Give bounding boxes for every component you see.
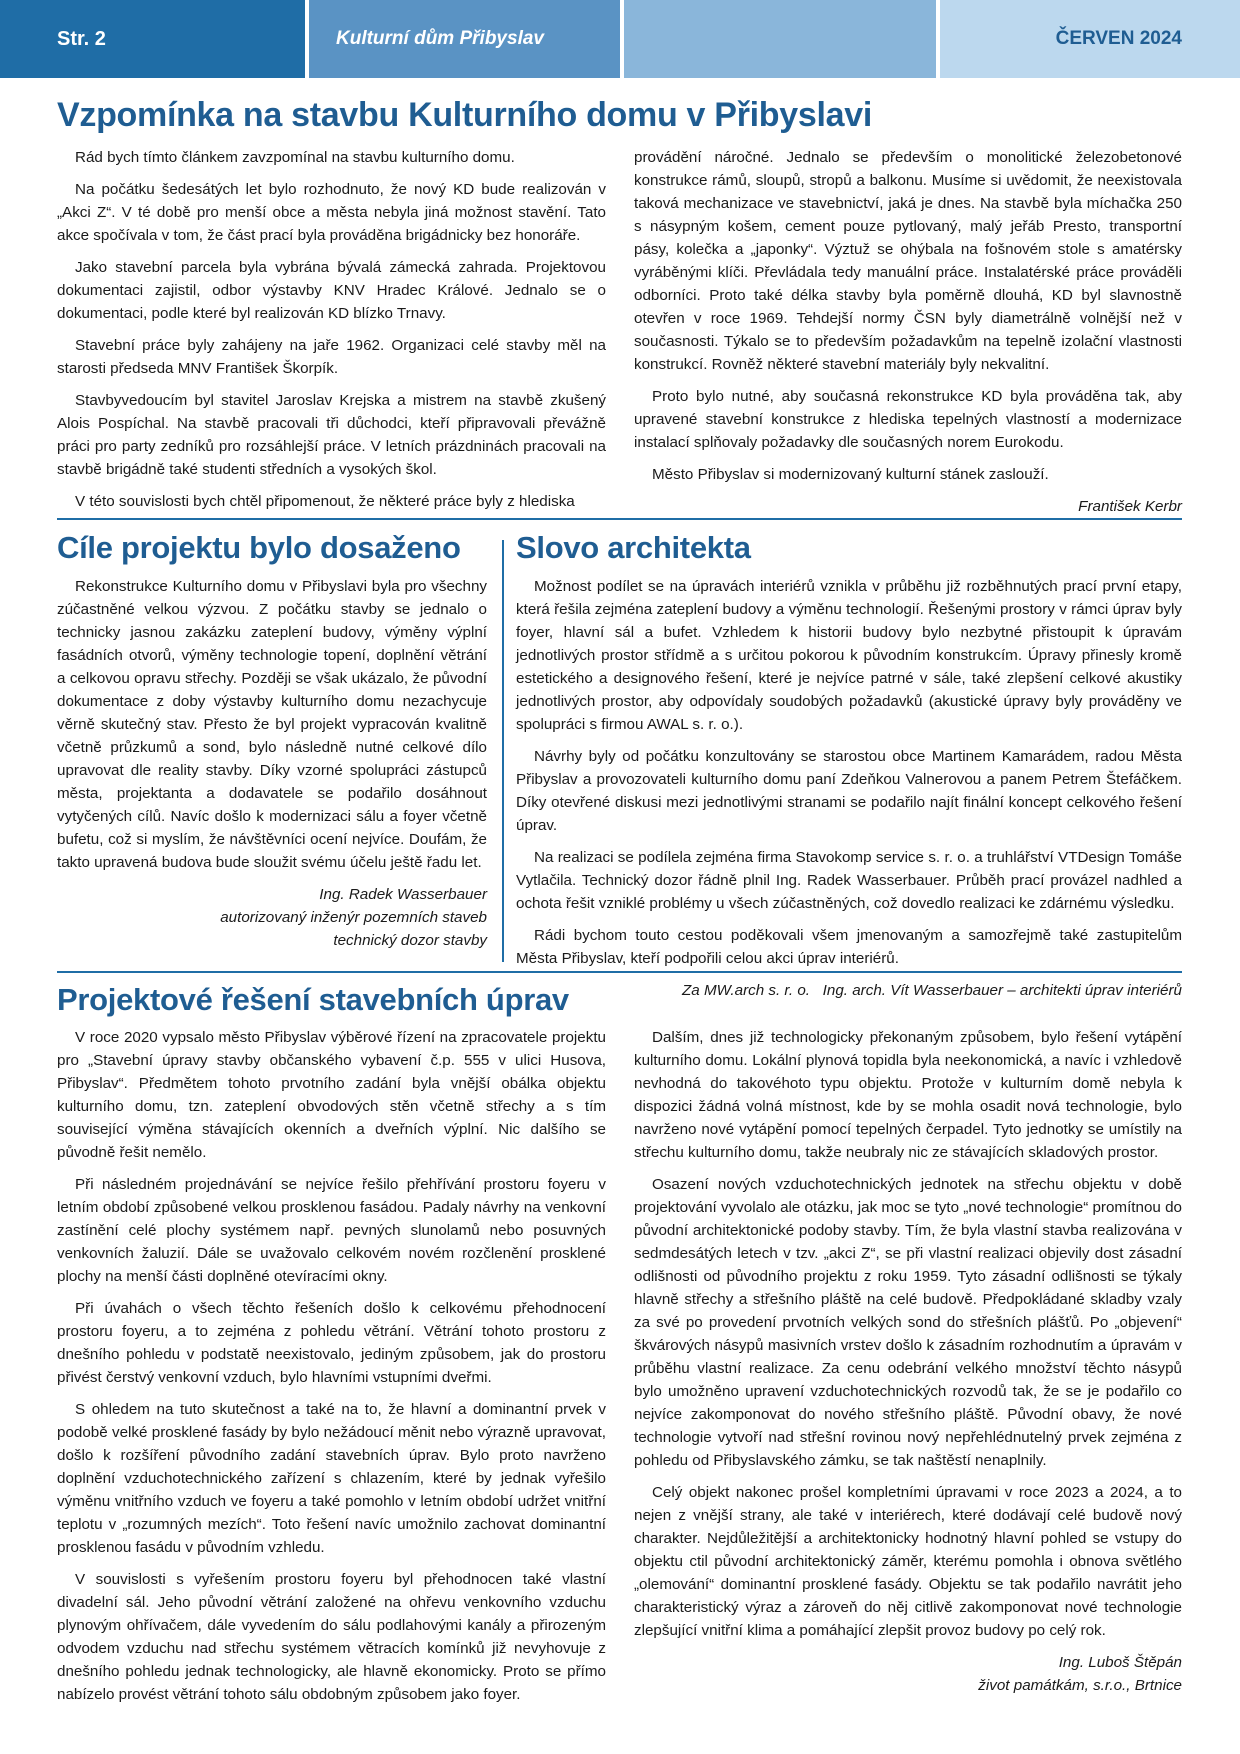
signature-line: Ing. Radek Wasserbauer xyxy=(319,886,487,903)
paragraph: Stavební práce byly zahájeny na jaře 1962. Organizaci celé stavby měl na starosti předseda MNV František Škorpík. xyxy=(57,337,606,377)
paragraph: Při úvahách o všech těchto řešeních došlo k celkovému přehodnocení prostoru foyeru, a to zejména z pohledu větrání. Větrání tohoto prostoru z dnešního pohledu v podstatě neexistovalo, jediným způsobem, jak do prostoru přivést čerstvý venkovní vzduch, bylo hlavními vstupními dveřmi. xyxy=(57,1300,606,1386)
article-title-vzpominka: Vzpomínka na stavbu Kulturního domu v Přibyslavi xyxy=(57,96,872,134)
signature-line: Za MW.arch s. r. o. Ing. arch. Vít Wasserbauer – architekti úprav interiérů xyxy=(682,982,1182,999)
vertical-divider xyxy=(502,540,504,962)
horizontal-divider xyxy=(57,971,1182,973)
article4-column-left xyxy=(57,1026,606,1715)
article-title-projektove-reseni: Projektové řešení stavebních úprav xyxy=(57,982,569,1017)
paragraph: Rádi bychom touto cestou poděkovali všem jmenovaným a samozřejmě také zastupitelům Města Přibyslav, kteří podpořili celou akci úprav interiérů. xyxy=(516,927,1182,967)
paragraph: Celý objekt nakonec prošel kompletními úpravami v roce 2023 a 2024, a to nejen z vnější strany, ale také v interiérech, které dodávají celé budově nový charakter. Nejdůležitější a architektonicky hodnotný hlavní pohled se vstupy do objektu ctil původní architektonický záměr, kterému pomohla i obnova světlého „olemování“ dominantní prosklené fasády. Objektu se tak podařilo navrátit jeho charakteristický výraz a zároveň do něj citlivě zakomponovat nové technologie zlepšující vnitřní klima a pomáhající zlepšit provoz budovy po celý rok. xyxy=(634,1484,1182,1639)
paragraph: V souvislosti s vyřešením prostoru foyeru byl přehodnocen také vlastní divadelní sál. Jeho původní větrání založené na ohřevu venkovního vzduchu plynovým ohřívačem, dále vyvedením do sálu podlahovými kanály a přirozeným odvodem vzduchu nad střechu systémem větracích komínků již nevyhovuje z dnešního pohledu jednak technologicky, ale hlavně ekonomicky. Proto se přímo nabízelo provést větrání tohoto sálu obdobným způsobem jako foyer. xyxy=(57,1571,606,1703)
article-title-slovo-architekta: Slovo architekta xyxy=(516,530,751,565)
paragraph: Proto bylo nutné, aby současná rekonstrukce KD byla prováděna tak, aby upravené stavební konstrukce z hlediska tepelných vlastností a modernizace instalací splňovaly požadavky dle současných norem Eurokodu. xyxy=(634,388,1182,451)
paragraph: Jako stavební parcela byla vybrána bývalá zámecká zahrada. Projektovou dokumentaci zajistil, odbor výstavby KNV Hradec Králové. Jednalo se o dokumentaci, podle které byl realizován KD blízko Trnavy. xyxy=(57,259,606,322)
article2-body xyxy=(57,575,487,952)
paragraph: Možnost podílet se na úpravách interiérů vznikla v průběhu již rozběhnutých prací první etapy, která řešila zejména zateplení budovy a výměnu technologií. Řešenými prostory v rámci úprav byly foyer, hlavní sál a bufet. Vzhledem k historii budovy bylo nezbytné přistoupit k úpravám jednotlivých prostor střídmě a s určitou pokorou k původním konstrukcím. Úpravy přinesly kromě estetického a designového řešení, které je nejvíce patrné v sále, také zlepšení celkové akustiky jednotlivých prostor, aby odpovídaly soudobých požadavků (akustické úpravy byly prováděny ve spolupráci s firmou AWAL s. r. o.). xyxy=(516,578,1182,733)
paragraph-continued: provádění náročné. Jednalo se především o monolitické železobetonové konstrukce rámů, sloupů, stropů a balkonu. Musíme si uvědomit, že neexistovala taková mechanizace ve stavebnictví, jaká je dnes. Na stavbě byla míchačka 250 s násypným košem, cement pouze pytlovaný, malý jeřáb Presto, transportní pásy, kolečka a „japonky“. Výztuž se ohýbala na fošnovém stole s amatérsky vyráběnými klíči. Převládala tedy manuální práce. Instalatérské práce prováděli odborníci. Proto také délka stavby byla poměrně dlouhá, KD byl slavnostně otevřen v roce 1969. Tehdejší normy ČSN byly diametrálně volnější než v současnosti. Týkalo se to především požadavkům na tepelně izolační vlastnosti konstrukcí. Rovněž některé stavební materiály byly nekvalitní. xyxy=(634,149,1182,373)
article3-body xyxy=(516,575,1182,1002)
paragraph: V roce 2020 vypsalo město Přibyslav výběrové řízení na zpracovatele projektu pro „Stavební úpravy stavby občanského vybavení č.p. 555 v ulici Husova, Přibyslav“. Předmětem tohoto prvotního zadání byla vnější obálka objektu kulturního domu, tzn. zateplení obvodových stěn včetně střechy a s tím související výměna stávajících okenních a dveřních výplní. Nic dalšího se původně řešit nemělo. xyxy=(57,1029,606,1161)
author-signature: František Kerbr xyxy=(1078,498,1182,515)
paragraph: Rekonstrukce Kulturního domu v Přibyslavi byla pro všechny zúčastněné velkou výzvou. Z počátku stavby se jednalo o technicky jasnou zakázku zateplení budovy, výměny výplní fasádních otvorů, výměny technologie topení, doplnění větrání a celkovou opravu střechy. Později se však ukázalo, že původní dokumentace z doby výstavby kulturního domu nezachycuje věrně skutečný stav. Přesto že byl projekt vypracován kvalitně včetně průzkumů a sond, bylo následně nutné celkové dílo upravovat dle reality stavby. Díky vzorné spolupráci zástupců města, projektanta a dodavatele se podařilo dosáhnout vytyčených cílů. Navíc došlo k modernizaci sálu a foyer včetně bufetu, což si myslím, že návštěvníci ocení nejvíce. Doufám, že takto upravená budova bude sloužit svému účelu ještě řadu let. xyxy=(57,578,487,871)
paragraph: V této souvislosti bych chtěl připomenout, že některé práce byly z hlediska xyxy=(75,493,575,510)
paragraph: Návrhy byly od počátku konzultovány se starostou obce Martinem Kamarádem, radou Města Přibyslav a provozovateli kulturního domu paní Zdeňkou Valnerovou a panem Petrem Štefáčkem. Díky otevřené diskusi mezi jednotlivými stranami se podařilo najít finální koncept celkového řešení úprav. xyxy=(516,748,1182,834)
article-title-cile-projektu: Cíle projektu bylo dosaženo xyxy=(57,530,461,565)
paragraph: Osazení nových vzduchotechnických jednotek na střechu objektu v době projektování vyvolalo ale otázku, jak moc se tyto „nové technologie“ promítnou do původní architektonické podoby stavby. Tím, že byla vlastní stavba realizována v sedmdesátých letech v tzv. „akci Z“, se při vlastní realizaci objevily dost zásadní odlišnosti od původního projektu z roku 1959. Tyto zásadní odlišnosti se týkaly hlavně střechy a střešního pláště na celé budově. Předpokládané skladby vzaly za své po provedení prvotních velkých sond do střešních plášťů. Po „objevení“ škvárových násypů masivních vrstev došlo k zásadním rozhodnutím a úpravám v průběhu vlastní realizace. Za cenu odebrání velkého množství těchto násypů bylo umožněno upravení vzduchotechnických rozvodů tak, že se je podařilo co nejvíce zakomponovat do nového střešního pláště. Původní obavy, že nové technologie vytvoří nad střešní rovinou nový nepřehlédnutelný prvek zejména z pohledu od Přibyslavského zámku, se tak naštěstí nenaplnily. xyxy=(634,1176,1182,1469)
signature-line: Ing. Luboš Štěpán xyxy=(1058,1654,1182,1671)
signature-line: autorizovaný inženýr pozemních staveb xyxy=(220,909,487,926)
page-number: Str. 2 xyxy=(0,0,305,78)
paragraph: Na realizaci se podílela zejména firma Stavokomp service s. r. o. a truhlářství VTDesign Tomáše Vytlačila. Technický dozor řádně plnil Ing. Radek Wasserbauer. Průběh prací provázel nadhled a ochota řešit vzniklé problémy u všech zúčastněných, což dovedlo realizaci ke zdárnému výsledku. xyxy=(516,849,1182,912)
signature-line: technický dozor stavby xyxy=(333,932,487,949)
issue-date: ČERVEN 2024 xyxy=(940,0,1240,78)
paragraph: Při následném projednávání se nejvíce řešilo přehřívání prostoru foyeru v letním období způsobené velkou prosklenou fasádou. Padaly návrhy na venkovní zastínění celé plochy systémem např. pevných slunolamů nebo posuvných venkovních žaluzií. Dále se uvažovalo celkovém novém rozčlenění prosklené plochy na menší části doplněné otevíracími okny. xyxy=(57,1176,606,1285)
paragraph: Rád bych tímto článkem zavzpomínal na stavbu kulturního domu. xyxy=(75,149,515,166)
header-spacer xyxy=(624,0,936,78)
article1-column-left xyxy=(57,146,606,522)
paragraph: S ohledem na tuto skutečnost a také na to, že hlavní a dominantní prvek v podobě velké prosklené fasády by bylo nežádoucí měnit nebo výrazně upravovat, došlo k rozšíření původního zadání stavebních úprav. Bylo proto navrženo doplnění vzduchotechnického zařízení s chlazením, které by jednak vyřešilo výměnu vnitřního vzduch ve foyeru a také pomohlo v letním období udržet vnitřní teplotu v „rozumných mezích“. Toto řešení navíc umožnilo zachovat dominantní prosklenou fasádu v původním vzhledu. xyxy=(57,1401,606,1556)
signature-line: život památkám, s.r.o., Brtnice xyxy=(978,1677,1182,1694)
paragraph: Dalším, dnes již technologicky překonaným způsobem, bylo řešení vytápění kulturního domu. Lokální plynová topidla byla neekonomická, a navíc i vzhledově nevhodná do takovéhoto typu objektu. Protože v kulturním domě nebyla k dispozici žádná volná místnost, kde by se mohla osadit nová technologie, bylo navrženo nové vytápění pomocí tepelných čerpadel. Tyto jednotky se umístily na střechu kulturního domu, takže neubraly nic ze stávajících skladových prostor. xyxy=(634,1029,1182,1161)
article4-column-right xyxy=(634,1026,1182,1697)
magazine-name: Kulturní dům Přibyslav xyxy=(309,0,620,78)
paragraph: Na počátku šedesátých let bylo rozhodnuto, že nový KD bude realizován v „Akci Z“. V té době pro menší obce a města nebyla jiná možnost stavění. Tato akce spočívala v tom, že část prací byla prováděna brigádnicky bez honoráře. xyxy=(57,181,606,244)
paragraph: Město Přibyslav si modernizovaný kulturní stánek zaslouží. xyxy=(652,466,1049,483)
page-header xyxy=(0,0,1240,78)
horizontal-divider xyxy=(57,518,1182,520)
paragraph: Stavbyvedoucím byl stavitel Jaroslav Krejska a mistrem na stavbě zkušený Alois Pospíchal. Na stavbě pracovali tři důchodci, kteří připravovali převážně práci pro party zedníků pro rozsáhlejší práce. V letních prázdninách pracovali na stavbě brigádně také studenti středních a vysokých škol. xyxy=(57,392,606,478)
article1-column-right xyxy=(634,146,1182,518)
